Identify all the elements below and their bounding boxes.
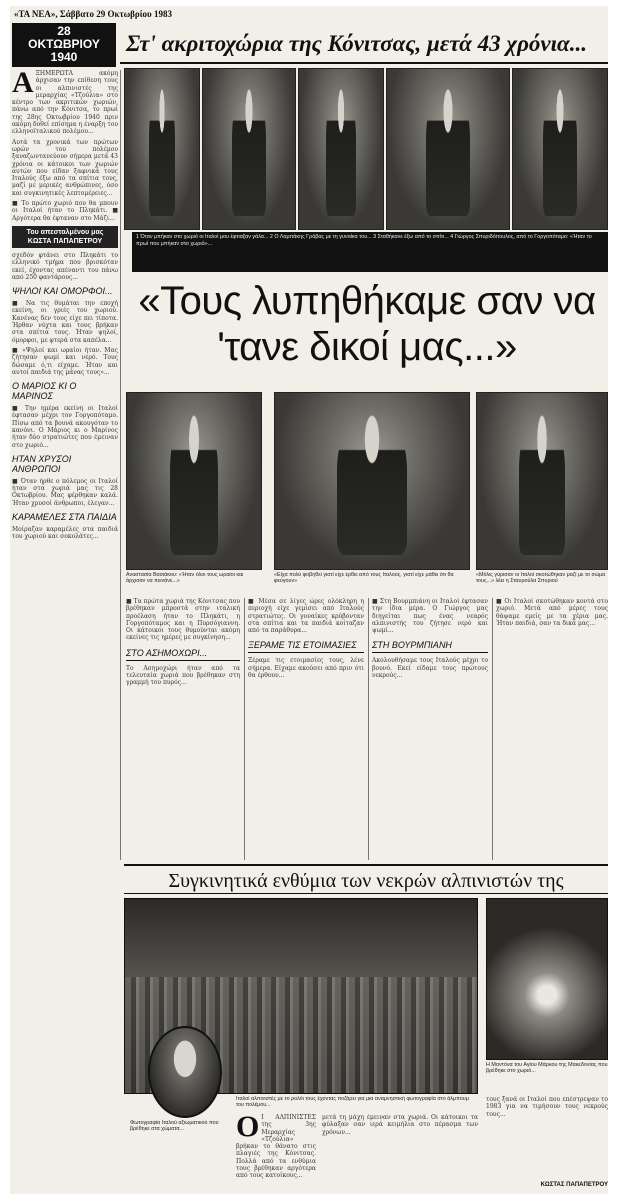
dropcap: Ο <box>236 1114 260 1143</box>
paragraph: ■ Το πρώτο χωριό που θα μπουν οι Ιταλοί ήταν το Πληκάτι. ■ Αργότερα θα έφταναν στο Μάζι... <box>12 200 118 222</box>
subhead: ΚΑΡΑΜΕΛΕΣ ΣΤΑ ΠΑΙΔΙΑ <box>12 512 117 523</box>
paragraph: Ακολουθήσαμε τους Ιταλούς μέχρι το βουνό. Εκεί είδαμε τους πρώτους νεκρούς... <box>372 657 488 680</box>
body-column-4 <box>496 598 608 860</box>
dropcap: Α <box>12 70 34 99</box>
photo-anastasia <box>126 392 262 570</box>
left-column <box>12 70 118 1188</box>
body-column-2 <box>248 598 364 860</box>
photo-woman-2 <box>202 68 296 230</box>
paragraph: Ι ΑΛΠΙΝΙΣΤΕΣ της 3ης Μεραρχίας «Τζούλια» βρήκαν το θάνατο στις πλαγιές της Κόνιτσας. Πολλά από τα ενθύμια τους βρέθηκαν αργότερα από τους κατοίκους... <box>236 1114 316 1180</box>
date-box <box>12 23 116 67</box>
paragraph: ■ Όταν ήρθε ο πόλεμος οι Ιταλοί ήταν στα χωριά μας τις 28 Οκτωβρίου. Μας φέρθηκαν καλά. Ήταν χρυσοί άνθρωποι, έλεγαν... <box>12 477 118 507</box>
photo-madonna-relic <box>486 898 608 1060</box>
date-month: ΟΚΤΩΒΡΙΟΥ <box>28 37 100 51</box>
bottom-column-1 <box>236 1114 316 1192</box>
quote-headline: «Τους λυπηθήκαμε σαν να 'τανε δικοί μας...» <box>138 279 596 369</box>
subhead: ΨΗΛΟΙ ΚΑΙ ΟΜΟΡΦΟΙ... <box>12 286 113 297</box>
paragraph: ■ Την ημέρα εκείνη οι Ιταλοί έφτασαν μέχρι τον Γοργοπόταμο. Πίσω από τα βουνά ακουγόταν το κανόνι. Ο Μάριος κι ο Μαρίνος ήταν δύο στρατιώτες που έμειναν στο χωριό... <box>12 405 118 449</box>
paragraph: ■ Στη Βουρμπιάνη οι Ιταλοί έφτασαν την ίδια μέρα. Ο Γιώργος μας διηγείται πως ένας νεαρός αλπινιστής του ζήτησε νερό και ψωμί... <box>372 598 488 635</box>
paragraph: ■ Οι Ιταλοί σκοτώθηκαν κοντά στο χωριό. Μετά από μέρες τους θάψαμε εμείς με τα χέρια μας. Ήταν παιδιά, σαν τα δικά μας... <box>496 598 608 627</box>
caption-center: «Είχα πολύ φοβηθεί γιατί είχε έρθει από τους Ιταλούς, γιατί είχε μάθει ότι θα φεύγουν» <box>274 572 454 585</box>
caption-madonna: Η Μαντόνα του Αγίου Μάρκου της Μακεδονίας που βρέθηκε στο χωριό... <box>486 1062 608 1075</box>
bottom-column-2 <box>322 1114 478 1192</box>
subhead: ΗΤΑΝ ΧΡΥΣΟΙ ΑΝΘΡΩΠΟΙ <box>12 453 72 474</box>
newspaper-page <box>10 6 608 1194</box>
caption-group-photo: Ιταλοί αλπινιστές με το ρολόι τους έχοντας ποζάρει για μια αναμνηστική φωτογραφία στο άλμπουμ του πολέμου... <box>236 1096 469 1109</box>
top-photo-caption: 1 Όταν μπήκαν στο χωριό οι Ιταλοί μου έφτιαξαν γάλα... 2 Ο Λαμπάκης Γράβας με τη γυναίκα του... 3 Σταθήκανε έξω από το σπίτι... 4 Γιώργος Σπυριδόπουλος, από το Γοργοπόταμο: «Ήταν το πρωί που μπήκαν στο χωριό»... <box>132 232 608 272</box>
caption-right: «Μόλις γύρισαν οι Ιταλοί σκοτώθηκαν μαζί με το σώμα τους...» λέει η Σταυρούλα Σπυριού <box>476 572 606 585</box>
paragraph: μετά τη μάχη έμειναν στα χωριά. Οι κάτοικοι τα φύλαξαν σαν ιερά κειμήλια στο πέρασμα των χρόνων... <box>322 1114 478 1136</box>
subhead: Ο ΜΑΡΙΟΣ ΚΙ Ο ΜΑΡΙΝΟΣ <box>12 381 77 402</box>
photo-old-man <box>386 68 510 230</box>
headline: Στ' ακριτοχώρια της Κόνιτσας, μετά 43 χρόνια... <box>120 24 608 64</box>
photo-woman-field <box>274 392 470 570</box>
caption-left: Αναστασία Βασιάκου: «Ήταν όλοι τους ωραίοι και άρχισαν να πεινάνε...» <box>126 572 244 585</box>
subhead: ΣΤΟ ΑΣΗΜΟΧΩΡΙ... <box>126 648 240 661</box>
date-year: 1940 <box>50 50 78 64</box>
paragraph: Το Ασημοχώρι ήταν από τα τελευταία χωριά που βρέθηκαν στη γραμμή του πυρός... <box>126 664 240 687</box>
bottom-column-3 <box>486 1096 608 1180</box>
paragraph: ■ Μέσα σε λίγες ώρες ολόκληρη η περιοχή είχε γεμίσει από Ιταλούς στρατιώτες. Οι γυναίκες κρύβονταν στα σπίτια και τα παιδιά κοίταζαν από τα παράθυρα... <box>248 598 364 635</box>
body-column-1 <box>126 598 240 860</box>
column-rule <box>492 598 493 860</box>
photo-stavroula <box>476 392 608 570</box>
subhead: ΣΤΗ ΒΟΥΡΜΠΙΑΝΗ <box>372 640 488 653</box>
date-day: 28 <box>57 24 71 38</box>
column-rule <box>244 598 245 860</box>
paragraph: σχεδόν φτάνει στο Πληκάτι το ελληνικό τμήμα που βρισκόταν εκεί, έχοντας απέναντι του πάνω από 250 φαντάρους... <box>12 251 118 281</box>
paragraph: ■ Τα πρώτα χωριά της Κόνιτσας που βρέθηκαν μπροστά στην ιταλική προέλαση ήταν το Πληκάτι, η Γοργοπόταμος και η Πυρσόγιαννη. Οι κάτοικοι τους θυμούνται ακόμη εκείνες τις ημέρες με συγκίνηση... <box>126 598 240 642</box>
caption-portrait: Φωτογραφία Ιταλού αξιωματικού που βρέθηκε στα χώματα... <box>130 1120 219 1133</box>
paragraph: Μοίραζαν καραμέλες στα παιδιά του χωριού και σοκολάτες... <box>12 526 118 541</box>
intro-paragraph <box>12 70 118 136</box>
column-rule <box>120 70 121 860</box>
intro-text: ΞΗΜΕΡΩΤΑ ακόμη άρχισαν την επίθεση τους οι αλπινιστές της μεραρχίας «Τζούλια» στο κέντρο των ακριτικών χωριών, πάνω από την Κόνιτσα, το πρωί της 28ης Οκτωβρίου 1940 πριν ακόμη δοθεί επίσημα η έναρξη του ελληνοϊταλικού πολέμου... <box>12 70 118 136</box>
photo-man-cap <box>298 68 384 230</box>
paragraph: Ξέραμε τις ετοιμασίες τους, λένε σήμερα. Είχαμε ακούσει από πριν ότι θα έρθουν... <box>248 657 364 680</box>
body-column-3 <box>372 598 488 860</box>
section-title: Συγκινητικά ενθύμια των νεκρών αλπινιστών της <box>124 864 608 894</box>
paragraph: τους ξανά οι Ιταλοί που επέστρεψαν το 1983 για να τιμήσουν τους νεκρούς τους... <box>486 1096 608 1118</box>
paragraph: ■ Να τις θυμάται την εποχή εκείνη, οι γριές του χωριού. Κανένας δεν τους είχε πει τίποτα. Ήρθαν νύχτα και τους βρήκαν στα σπίτια τους. Ήταν ψηλοί, όμορφοι, με φτερά στα καπέλα... <box>12 300 118 344</box>
paragraph: Αυτά τα χρονικά των πρώτων ωρών του πολέμου ξαναζωντανεύουν σήμερα μετά 43 χρόνια οι κάτοικοι των χωριών αυτών που είδαν ξαφνικά τους Ιταλούς έξω από τα σπίτια τους, μαζί με μερικές ανθρώπινες, όσο και συγκινητικές λεπτομέρειες... <box>12 138 118 197</box>
masthead: «ΤΑ ΝΕΑ», Σάββατο 29 Οκτωβρίου 1983 <box>14 9 172 19</box>
paragraph: ■ «Ψηλοί και ωραίοι ήταν. Μας ζήτησαν ψωμί και νερό. Τους δώσαμε ό,τι είχαμε. Ήταν και αυτοί παιδιά της μάνας τους»... <box>12 346 118 376</box>
photo-woman-3 <box>512 68 608 230</box>
photo-woman-1 <box>124 68 200 230</box>
subhead: ΞΕΡΑΜΕ ΤΙΣ ΕΤΟΙΜΑΣΙΕΣ <box>248 640 364 653</box>
photo-officer-portrait <box>148 1026 222 1118</box>
author-signature: ΚΩΣΤΑΣ ΠΑΠΑΠΕΤΡΟΥ <box>540 1182 608 1188</box>
byline: Του απεσταλμένου μας ΚΩΣΤΑ ΠΑΠΑΠΕΤΡΟΥ <box>12 226 118 248</box>
column-rule <box>368 598 369 860</box>
